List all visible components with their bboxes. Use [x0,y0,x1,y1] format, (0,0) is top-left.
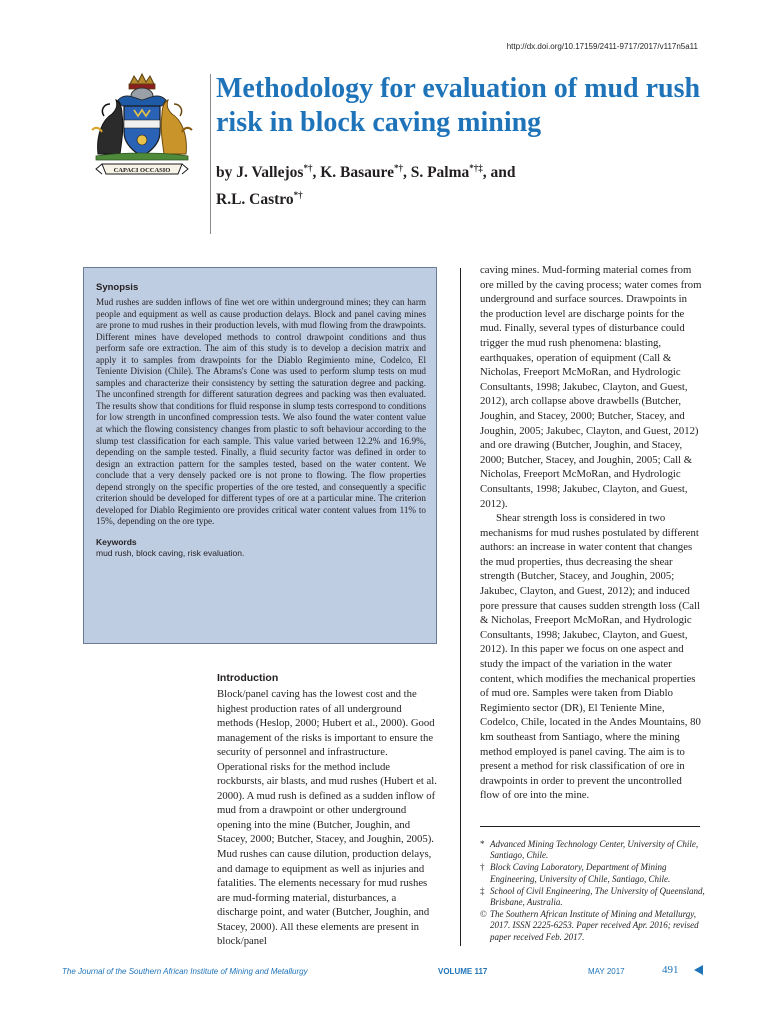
page-footer [62,965,708,979]
introduction-text: Block/panel caving has the lowest cost and the highest production rates of all underground methods (Heslop, 2000; Hubert et al., 2000). Good management of the risks is important to ensure the security of personnel and infrastructure. Operational risks for the method include rockbursts, air blasts, and mud rushes (Hubert et al. 2000). A mud rush is defined as a sudden inflow of mud from a drawpoint or other underground opening into the mine (Butcher, Joughin, and Stacey, 2000; Butcher, Stacey, and Joughin, 2005). Mud rushes can cause dilution, production delays, and damage to equipment as well as injuries and fatalities. The elements necessary for mud rushes are mud-forming material, disturbances, a discharge point, and water (Butcher, Joughin, and Stacey, 2000). All these elements are present in block/panel [217,688,437,948]
doi-link[interactable]: http://dx.doi.org/10.17159/2411-9717/2017/v117n5a11 [506,42,698,51]
author-affiliation-marks: *†‡ [469,163,483,173]
title-divider [210,74,211,234]
affiliation-footnotes [480,839,705,944]
footnote-text: Block Caving Laboratory, Department of Mining Engineering, University of Chile, Santiago, Chile. [490,862,671,884]
author-list: by J. Vallejos*†, K. Basaure*†, S. Palma*†‡, and R.L. Castro*† [216,163,516,209]
institute-crest-logo [82,70,202,182]
footnote-item [480,839,705,861]
page-arrow-icon [694,965,703,975]
footnote-rule [480,826,700,827]
footnote-item [480,886,705,908]
author-affiliation-marks: *† [293,190,303,201]
synopsis-heading: Synopsis [96,282,139,293]
body-paragraph: Shear strength loss is considered in two mechanisms for mud rushes postulated by different authors: an increase in water content that changes the mud properties, thus decreasing the shear strength (Butcher, Stacey, and Joughin, 2005; Jakubec, Clayton, and Guest, 2012); and induced pore pressure that causes sudden strength loss (Call & Nicholas, Freeport McMoRan, and Hydrologic Consultants, 1998; Jakubec, Clayton, and Guest, 2012). In this paper we focus on one aspect and study the impact of the variation in the water content, which modifies the mechanical properties of mud ore. Samples were taken from Diablo Regimiento sector (DR), El Teniente Mine, Codelco, Chile, located in the Andes Mountains, 80 km southeast from Santiago, where the mining method employed is panel caving. The aim is to present a method for risk classification of ore in drawpoints in order to prevent the uncontrolled flow of ore into the mine. [480,512,701,802]
author-name: S. Palma [410,164,470,182]
footnote-text: Advanced Mining Technology Center, University of Chile, Santiago, Chile. [490,839,699,861]
keywords-text: mud rush, block caving, risk evaluation. [96,547,245,558]
body-paragraph: caving mines. Mud-forming material comes from ore milled by the caving process; water comes from underground and surface sources. Drawpoints in the production level are discharge points for the mud. Finally, several types of disturbance could trigger the mud rush phenomena: blasting, earthquakes, operation of equipment (Call & Nicholas, Freeport McMoRan, and Hydrologic Consultants, 1998; Jakubec, Clayton, and Guest, 2012), arch collapse above drawbells (Butcher, Joughin, and Stacey, 2000; Butcher, Stacey, and Joughin, 2005; Jakubec, Clayton, and Guest, 2012) and ore drawing (Butcher, Joughin, and Stacey, 2000; Butcher, Stacey, and Joughin, 2005; Call & Nicholas, Freeport McMoRan, and Hydrologic Consultants, 1998; Jakubec, Clayton, and Guest, 2012). [480,264,702,510]
column-divider [460,268,461,946]
author-name: J. Vallejos [236,164,304,182]
footnote-mark: © [480,909,487,920]
author-name: R.L. Castro [216,191,294,209]
author-affiliation-marks: *† [303,163,313,173]
footnote-text: The Southern African Institute of Mining and Metallurgy, 2017. ISSN 2225-6253. Paper received Apr. 2016; revised paper received Feb. 2017. [490,909,699,942]
synopsis-box [83,267,437,644]
footnote-text: School of Civil Engineering, The University of Queensland, Brisbane, Australia. [490,885,705,908]
page-number: 491 [662,964,679,976]
journal-name: The Journal of the Southern African Institute of Mining and Metallurgy [62,967,308,976]
footnote-item [480,862,705,884]
synopsis-text: Mud rushes are sudden inflows of fine wet ore within underground mines; they can harm people and equipment as well as cause production delays. Block and panel caving mines are prone to mud rushes in their production levels, with mud flowing from the drawpoints. Different mines have developed methods to control drawpoint conditions and thus perform safe ore extraction. The aim of this study is to develop a decision matrix and apply it to samples from drawpoints for the Diablo Regimiento mine, Codelco, El Teniente Division (Chile). The Abrams's Cone was used to perform slump tests on mud samples and characterize their consistency by setting the saturation degree and packing. The unconfined strength for different saturation degrees and packing was then evaluated. The results show that conditions for fluid response in slump tests correspond to conditions for low strength in unconfined compression tests. We also found the water content value at which the flowing consistency changes from plastic to soft behaviour according to the slump test classification for each sample. This value varied between 12.2% and 16.9%, depending on the sample tested. Finally, a fluid security factor was defined in order to design an extraction pattern for the samples tested, based on the water content. We conclude that a very densely packed ore is not prone to flowing. The flow properties depend strongly on the specific properties of the ore tested, and consequently a specific criterion should be developed for different types of ore at a particular mine. The criterion developed for Diablo Regimiento ore provides critical water content values from 11% to 15%, depending on the ore type. [96,297,426,527]
footnote-mark: ‡ [480,885,485,896]
right-column-text [480,263,702,803]
author-conjunction: , and [482,164,516,182]
footnote-mark: † [480,862,485,873]
keywords-heading: Keywords [96,536,137,547]
author-affiliation-marks: *† [393,163,403,173]
volume-label: VOLUME 117 [438,967,488,976]
issue-date: MAY 2017 [588,967,625,976]
footnote-mark: * [480,839,485,849]
footnote-item [480,909,705,943]
article-title: Methodology for evaluation of mud rush risk in block caving mining [216,73,701,138]
author-name: K. Basaure [320,164,394,182]
introduction-heading: Introduction [217,672,279,684]
svg-text:CAPACI OCCASIO: CAPACI OCCASIO [113,167,171,174]
